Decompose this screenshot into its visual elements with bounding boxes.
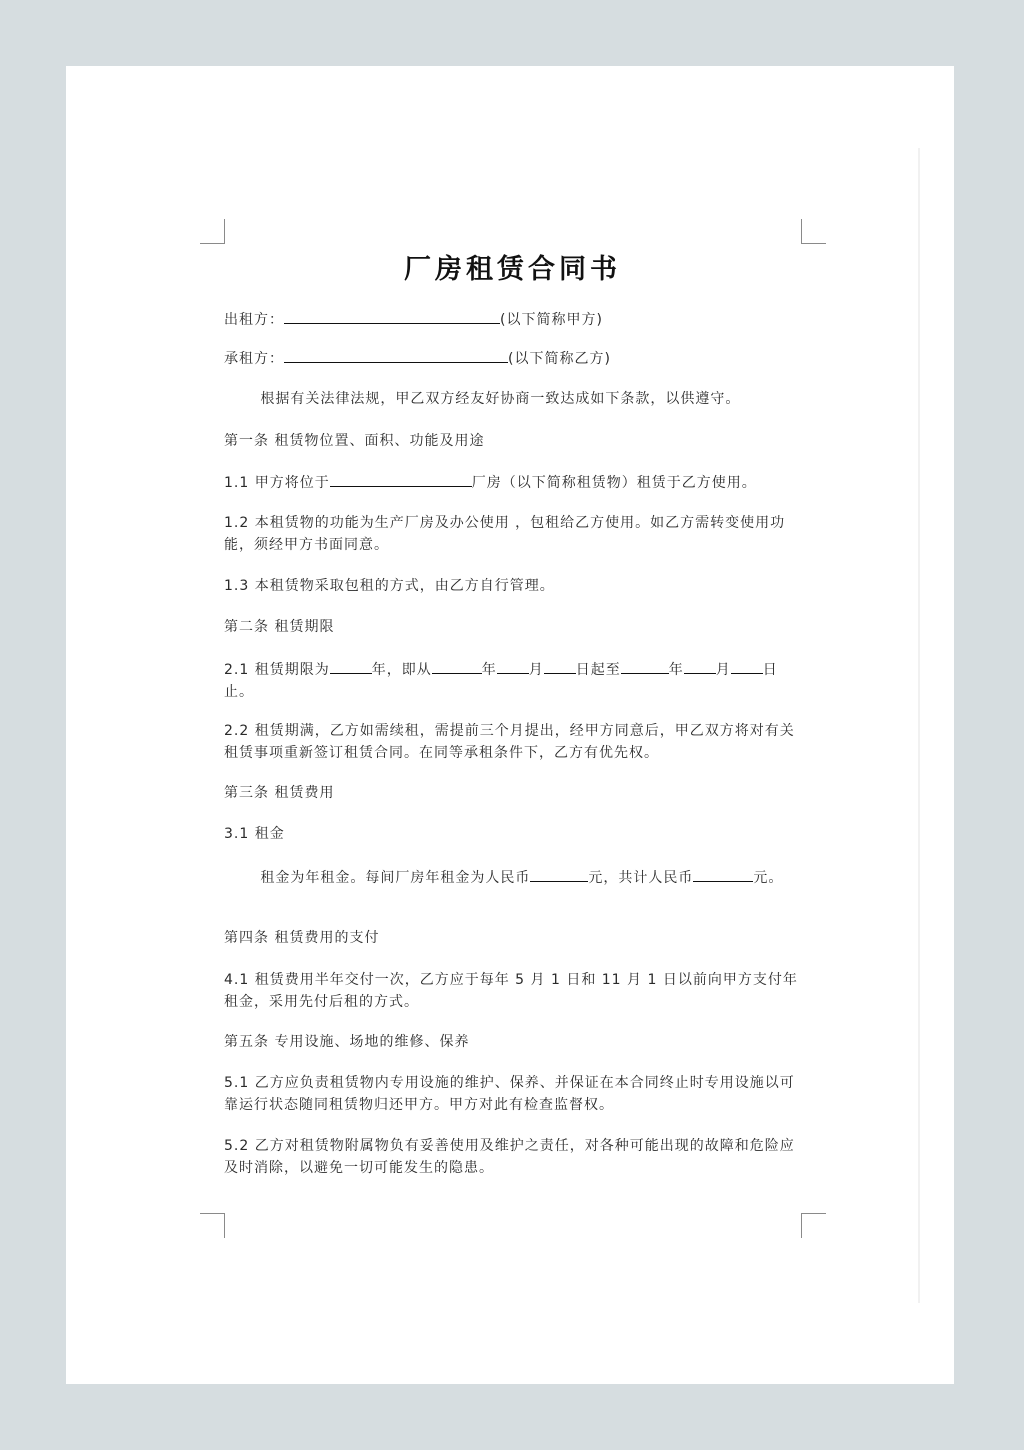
- clause-2-1-part-d: 月: [528, 662, 544, 678]
- page-shadow-edge: [918, 148, 920, 1303]
- clause-5-1: 5.1 乙方应负责租赁物内专用设施的维护、保养、并保证在本合同终止时专用设施以可靠运行状态随同租赁物归还甲方。甲方对此有检查监督权。: [224, 1075, 795, 1113]
- crop-mark-top-right: [801, 219, 826, 244]
- clause-2-1-part-h: 日止。: [224, 662, 778, 700]
- start-month-blank[interactable]: [497, 657, 529, 674]
- clause-2-1-part-c: 年: [481, 662, 497, 678]
- clause-1-1-prefix: 1.1 甲方将位于: [224, 475, 330, 491]
- document-title: 厂房租赁合同书: [404, 254, 621, 285]
- article-4-heading: 第四条 租赁费用的支付: [224, 930, 380, 946]
- clause-2-1: [224, 657, 802, 703]
- clause-2-1-part-f: 年: [668, 662, 684, 678]
- lessor-line: [224, 307, 603, 331]
- crop-mark-bottom-left: [200, 1213, 225, 1238]
- rent-text-b: 元，共计人民币: [588, 870, 694, 886]
- term-years-blank[interactable]: [330, 657, 372, 674]
- lessee-label: 承租方：: [224, 351, 284, 367]
- rent-text-a: 租金为年租金。每间厂房年租金为人民币: [260, 870, 531, 886]
- article-3-heading: 第三条 租赁费用: [224, 785, 335, 801]
- end-month-blank[interactable]: [684, 657, 716, 674]
- clause-1-2: 1.2 本租赁物的功能为生产厂房及办公使用 ，包租给乙方使用。如乙方需转变使用功能，须经甲方书面同意。: [224, 515, 786, 553]
- end-day-blank[interactable]: [731, 657, 763, 674]
- clause-2-2: 2.2 租赁期满，乙方如需续租，需提前三个月提出，经甲方同意后，甲乙双方将对有关租赁事项重新签订租赁合同。在同等承租条件下，乙方有优先权。: [224, 723, 795, 761]
- article-2-heading: 第二条 租赁期限: [224, 619, 335, 635]
- location-blank[interactable]: [330, 470, 472, 487]
- rent-total-blank[interactable]: [693, 865, 753, 882]
- start-year-blank[interactable]: [432, 657, 482, 674]
- rent-text-c: 元。: [753, 870, 784, 886]
- clause-1-3: 1.3 本租赁物采取包租的方式，由乙方自行管理。: [224, 578, 555, 594]
- clause-1-1: [224, 470, 757, 494]
- crop-mark-top-left: [200, 219, 225, 244]
- lessee-line: [224, 346, 611, 370]
- clause-4-1: 4.1 租赁费用半年交付一次，乙方应于每年 5 月 1 日和 11 月 1 日以前向甲方支付年租金，采用先付后租的方式。: [224, 972, 798, 1010]
- clause-2-1-part-a: 2.1 租赁期限为: [224, 662, 330, 678]
- lessor-blank[interactable]: [284, 307, 500, 324]
- clause-2-1-part-b: 年，即从: [371, 662, 432, 678]
- lessee-note: (以下简称乙方): [508, 351, 611, 367]
- lessor-note: (以下简称甲方): [500, 312, 603, 328]
- rent-paragraph: [224, 865, 802, 889]
- intro-paragraph: 根据有关法律法规，甲乙双方经友好协商一致达成如下条款，以供遵守。: [260, 391, 741, 407]
- clause-1-1-suffix: 厂房（以下简称租赁物）租赁于乙方使用。: [471, 475, 757, 491]
- crop-mark-bottom-right: [801, 1213, 826, 1238]
- lessee-blank[interactable]: [284, 346, 508, 363]
- article-1-heading: 第一条 租赁物位置、面积、功能及用途: [224, 433, 485, 449]
- clause-2-1-part-g: 月: [715, 662, 731, 678]
- clause-2-1-part-e: 日起至: [575, 662, 621, 678]
- article-5-heading: 第五条 专用设施、场地的维修、保养: [224, 1034, 470, 1050]
- clause-3-1: 3.1 租金: [224, 826, 285, 842]
- clause-5-2: 5.2 乙方对租赁物附属物负有妥善使用及维护之责任，对各种可能出现的故障和危险应及时消除，以避免一切可能发生的隐患。: [224, 1138, 795, 1176]
- rent-per-unit-blank[interactable]: [530, 865, 588, 882]
- start-day-blank[interactable]: [544, 657, 576, 674]
- lessor-label: 出租方：: [224, 312, 284, 328]
- end-year-blank[interactable]: [621, 657, 669, 674]
